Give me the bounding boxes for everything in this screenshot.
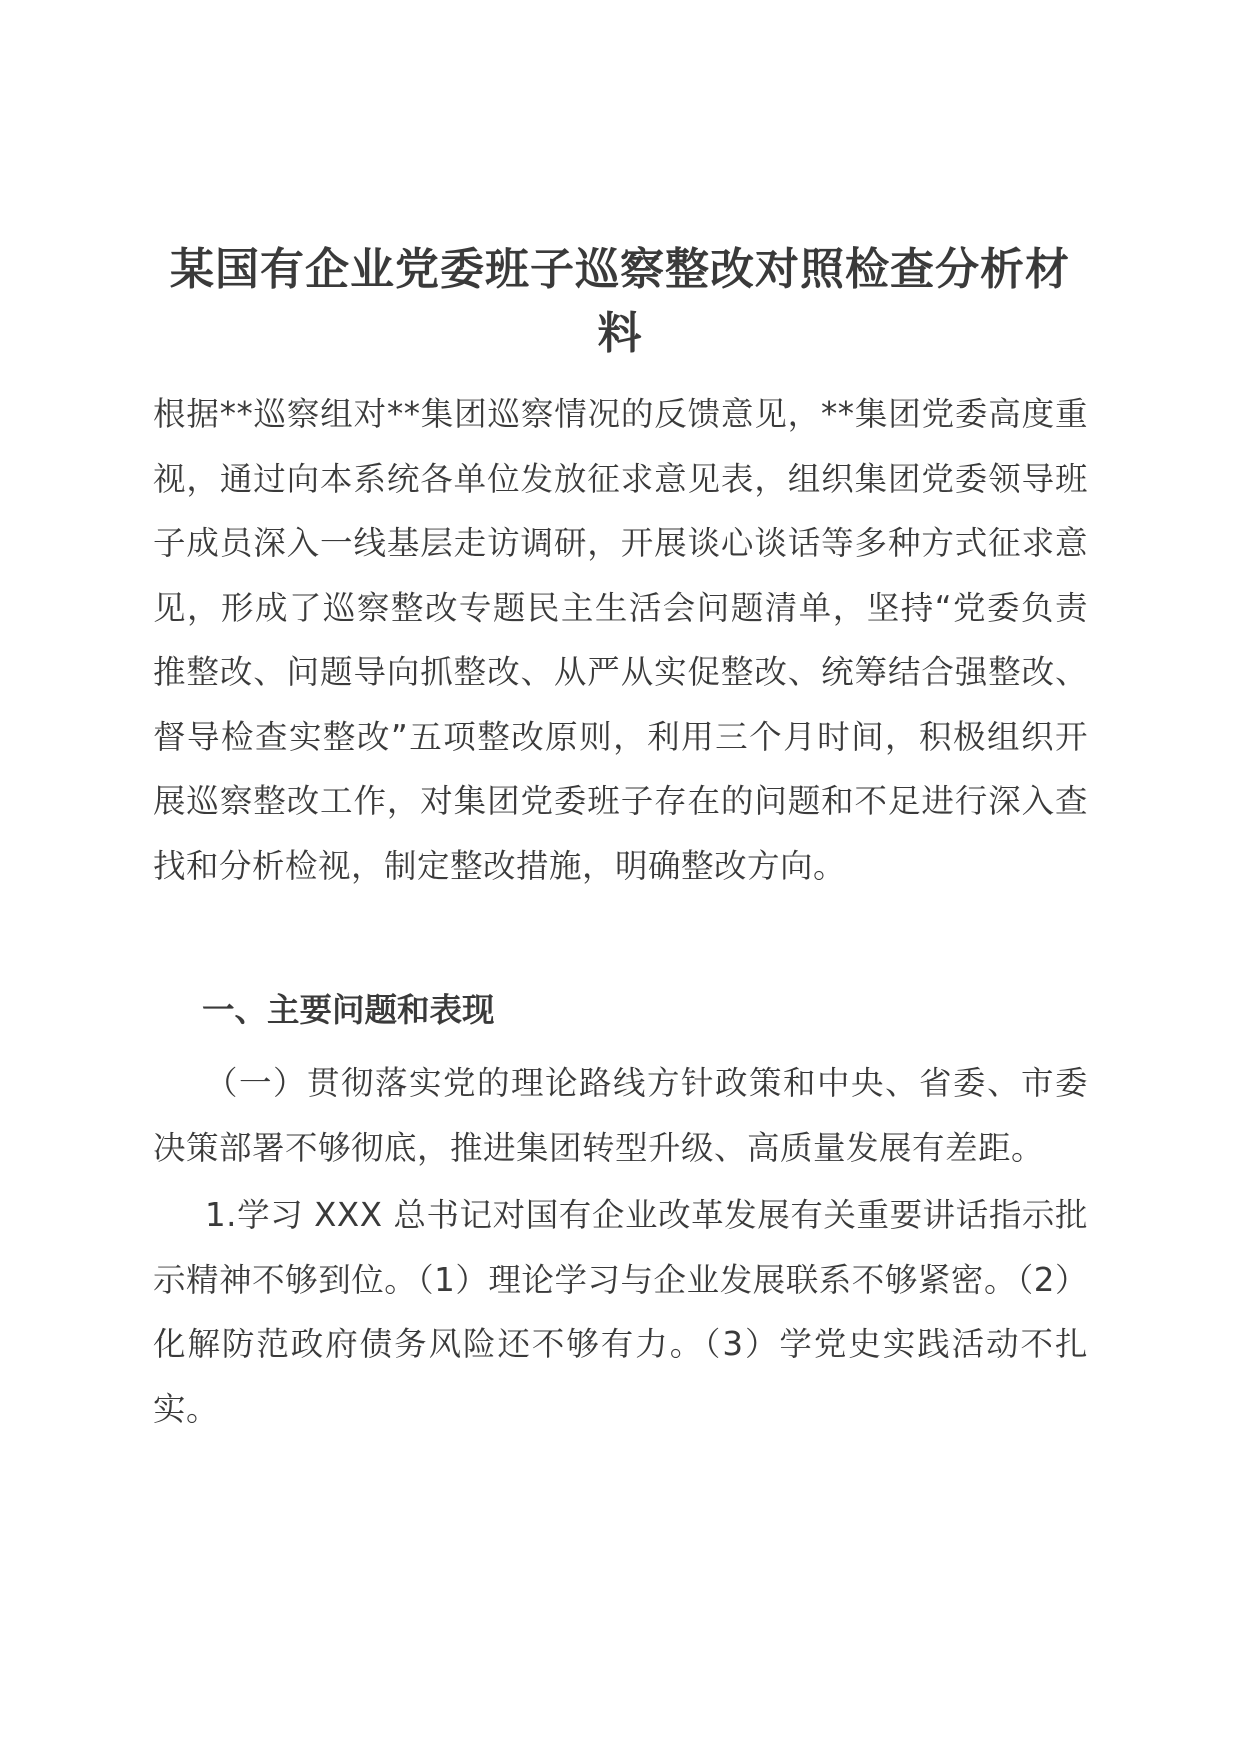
subsection-paragraph: （一）贯彻落实党的理论路线方针政策和中央、省委、市委决策部署不够彻底，推进集团转型升级、高质量发展有差距。 bbox=[153, 1064, 1088, 1167]
intro-paragraph: 根据**巡察组对**集团巡察情况的反馈意见，**集团党委高度重视，通过向本系统各单位发放征求意见表，组织集团党委领导班子成员深入一线基层走访调研，开展谈心谈话等多种方式征求意见，形成了巡察整改专题民主生活会问题清单，坚持“党委负责推整改、问题导向抓整改、从严从实促整改、统筹结合强整改、督导检查实整改”五项整改原则，利用三个月时间，积极组织开展巡察整改工作，对集团党委班子存在的问题和不足进行深入查找和分析检视，制定整改措施，明确整改方向。 bbox=[153, 395, 1088, 885]
section-heading: 一、主要问题和表现 bbox=[202, 991, 495, 1029]
item-paragraph: 1.学习 XXX 总书记对国有企业改革发展有关重要讲话指示批示精神不够到位。（1）理论学习与企业发展联系不够紧密。（2）化解防范政府债务风险还不够有力。（3）学党史实践活动不扎实。 bbox=[153, 1196, 1088, 1428]
document-title: 某国有企业党委班子巡察整改对照检查分析材料 bbox=[170, 244, 1070, 359]
